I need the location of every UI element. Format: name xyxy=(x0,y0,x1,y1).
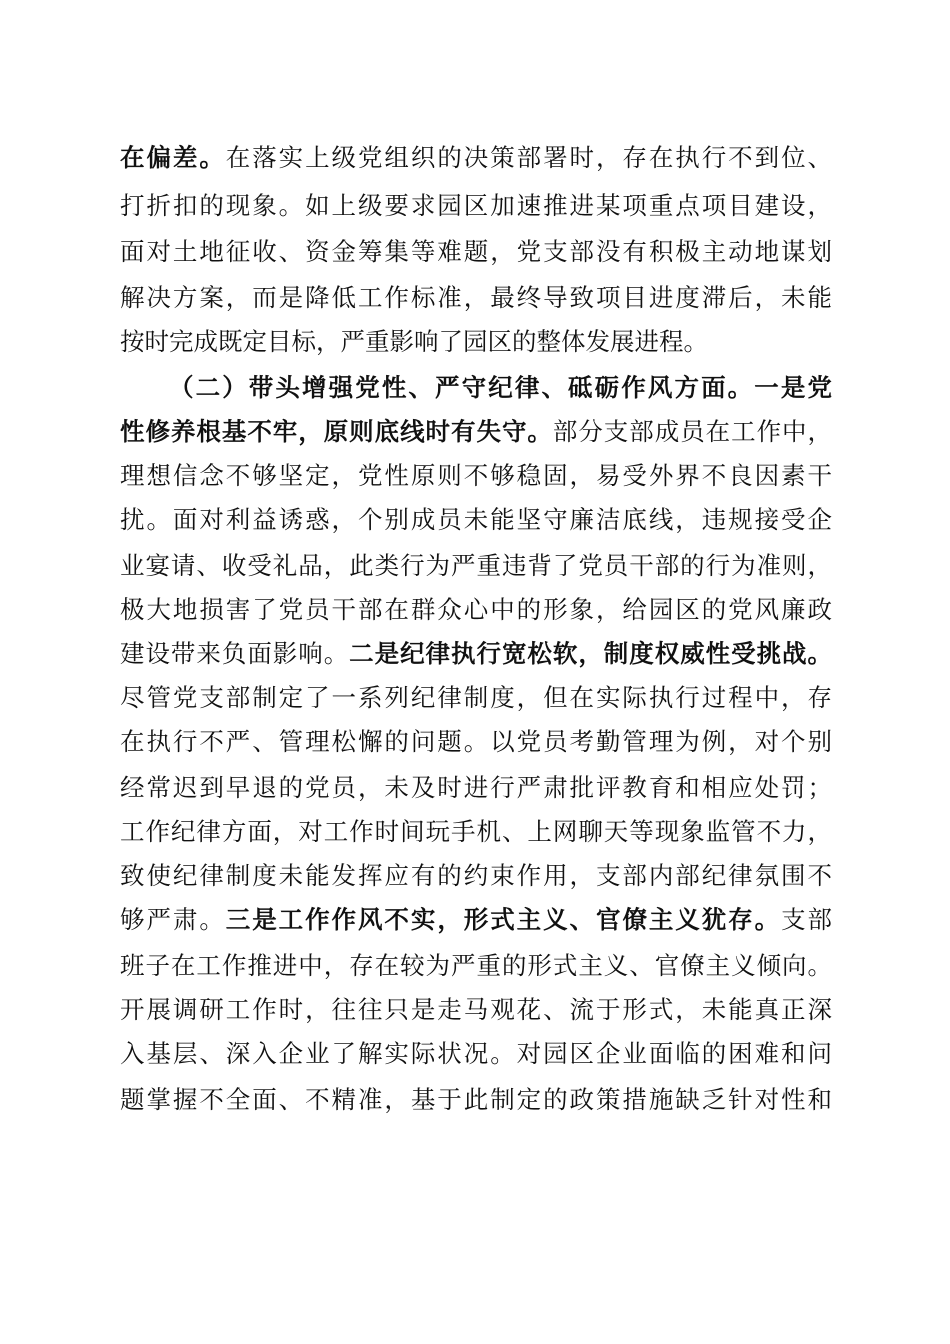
line-text: 打折扣的现象。如上级要求园区加速推进某项重点项目建设， xyxy=(120,191,832,220)
line-text: 在执行不严、管理松懈的问题。以党员考勤管理为例，对个别 xyxy=(120,727,832,756)
bold-phrase: 性修养根基不牢，原则底线时有失守。 xyxy=(120,417,553,446)
text-line-8 xyxy=(120,454,832,498)
text-line-11 xyxy=(120,588,832,632)
text-line-20 xyxy=(120,988,832,1032)
line-text: 够严肃。 xyxy=(120,905,226,934)
line-text: 在落实上级党组织的决策部署时，存在执行不到位、 xyxy=(225,143,833,172)
line-text: 经常迟到早退的党员，未及时进行严肃批评教育和相应处罚； xyxy=(120,773,832,802)
line-text: 尽管党支部制定了一系列纪律制度，但在实际执行过程中，存 xyxy=(120,683,832,712)
text-line-9 xyxy=(120,498,832,542)
section-heading-line xyxy=(169,366,832,410)
text-line-2 xyxy=(120,184,832,228)
text-line-12 xyxy=(120,632,832,676)
text-line-17 xyxy=(120,854,832,898)
bold-phrase: 在偏差。 xyxy=(120,143,226,172)
line-text: 业宴请、收受礼品，此类行为严重违背了党员干部的行为准则， xyxy=(120,551,832,580)
line-text: 开展调研工作时，往往只是走马观花、流于形式，未能真正深 xyxy=(120,995,832,1024)
line-text: 入基层、深入企业了解实际状况。对园区企业面临的困难和问 xyxy=(120,1039,832,1068)
line-text-tail: 支部 xyxy=(781,905,833,934)
line-text: 极大地损害了党员干部在群众心中的形象，给园区的党风廉政 xyxy=(120,595,832,624)
line-text: 按时完成既定目标，严重影响了园区的整体发展进程。 xyxy=(120,327,708,356)
line-text: 理想信念不够坚定，党性原则不够稳固，易受外界不良因素干 xyxy=(120,461,832,490)
line-text: 建设带来负面影响。 xyxy=(120,639,350,668)
line-text: 面对土地征收、资金筹集等难题，党支部没有积极主动地谋划 xyxy=(120,237,832,266)
line-text: 致使纪律制度未能发挥应有的约束作用，支部内部纪律氛围不 xyxy=(120,861,832,890)
text-line-5 xyxy=(120,320,832,364)
bold-phrase: 三是工作作风不实，形式主义、官僚主义犹存。 xyxy=(225,905,782,934)
line-text: 题掌握不全面、不精准，基于此制定的政策措施缺乏针对性和 xyxy=(120,1085,832,1114)
text-line-10 xyxy=(120,544,832,588)
text-line-18 xyxy=(120,898,832,942)
text-line-1 xyxy=(120,136,832,180)
line-text: 工作纪律方面，对工作时间玩手机、上网聊天等现象监管不力， xyxy=(120,817,832,846)
text-line-3 xyxy=(120,230,832,274)
text-line-4 xyxy=(120,276,832,320)
text-line-16 xyxy=(120,810,832,854)
text-line-14 xyxy=(120,720,832,764)
text-line-21 xyxy=(120,1032,832,1076)
text-line-13 xyxy=(120,676,832,720)
text-line-22 xyxy=(120,1078,832,1122)
line-text: 班子在工作推进中，存在较为严重的形式主义、官僚主义倾向。 xyxy=(120,951,832,980)
text-line-19 xyxy=(120,944,832,988)
text-line-7 xyxy=(120,410,832,454)
text-line-15 xyxy=(120,766,832,810)
section-heading: （二）带头增强党性、严守纪律、砥砺作风方面。一是党 xyxy=(169,373,832,402)
line-text: 部分支部成员在工作中， xyxy=(552,417,833,446)
bold-phrase: 二是纪律执行宽松软，制度权威性受挑战。 xyxy=(349,639,833,668)
line-text: 解决方案，而是降低工作标准，最终导致项目进度滞后，未能 xyxy=(120,283,832,312)
line-text: 扰。面对利益诱惑，个别成员未能坚守廉洁底线，违规接受企 xyxy=(120,505,832,534)
